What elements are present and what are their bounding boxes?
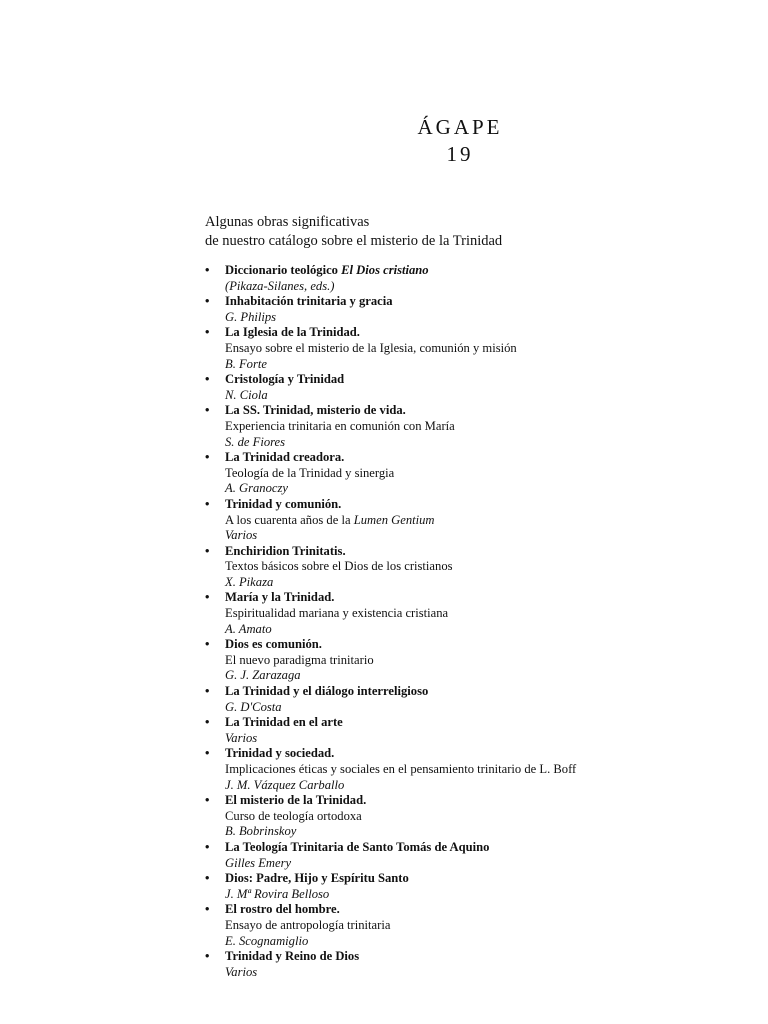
book-entry	[205, 793, 745, 840]
book-title: Dios: Padre, Hijo y Espíritu Santo	[225, 871, 409, 886]
book-title: El rostro del hombre.	[225, 902, 340, 917]
book-title: El misterio de la Trinidad.	[225, 793, 367, 808]
book-author: N. Ciola	[225, 387, 268, 402]
book-entry	[205, 294, 745, 325]
book-title: Enchiridion Trinitatis.	[225, 543, 346, 558]
bullet-icon: •	[205, 746, 210, 761]
book-author: J. Mª Rovira Belloso	[225, 886, 330, 901]
book-title: La SS. Trinidad, misterio de vida.	[225, 403, 406, 418]
book-subtitle: A los cuarenta años de la Lumen Gentium	[225, 512, 435, 527]
book-subtitle: Ensayo sobre el misterio de la Iglesia, comunión y misión	[225, 340, 517, 355]
book-author: B. Forte	[225, 356, 267, 371]
book-entry	[205, 325, 745, 372]
book-entry	[205, 403, 745, 450]
book-subtitle: Implicaciones éticas y sociales en el pensamiento trinitario de L. Boff	[225, 762, 577, 776]
book-title: La Trinidad y el diálogo interreligioso	[225, 684, 429, 699]
catalog-intro	[205, 213, 725, 251]
intro-line-1: Algunas obras significativas	[205, 214, 370, 230]
series-number: 19	[446, 142, 474, 166]
bullet-icon: •	[205, 949, 210, 964]
book-subtitle: Ensayo de antropología trinitaria	[225, 917, 391, 932]
bullet-icon: •	[205, 496, 210, 511]
book-title: María y la Trinidad.	[225, 590, 335, 605]
book-list	[205, 263, 745, 980]
intro-line-2: de nuestro catálogo sobre el misterio de la Trinidad	[205, 233, 503, 249]
book-entry	[205, 949, 745, 980]
book-title: La Teología Trinitaria de Santo Tomás de Aquino	[225, 839, 490, 854]
book-entry	[205, 590, 745, 637]
book-title: La Iglesia de la Trinidad.	[225, 325, 360, 340]
bullet-icon: •	[205, 839, 210, 854]
book-author: G. J. Zarazaga	[225, 668, 301, 683]
book-author: J. M. Vázquez Carballo	[225, 777, 345, 792]
book-entry	[205, 746, 745, 793]
book-entry	[205, 902, 745, 949]
bullet-icon: •	[205, 543, 210, 558]
book-title: Inhabitación trinitaria y gracia	[225, 294, 393, 309]
bullet-icon: •	[205, 325, 210, 340]
book-author: B. Bobrinskoy	[225, 824, 297, 839]
book-title: Cristología y Trinidad	[225, 372, 345, 387]
book-author: (Pikaza-Silanes, eds.)	[225, 278, 335, 293]
book-author: A. Amato	[225, 621, 272, 636]
bullet-icon: •	[205, 294, 210, 309]
book-title: Diccionario teológico El Dios cristiano	[225, 263, 429, 277]
book-author: G. D'Costa	[225, 699, 282, 714]
series-header	[385, 114, 535, 168]
book-entry	[205, 840, 745, 871]
book-subtitle: Espiritualidad mariana y existencia cristiana	[225, 606, 449, 621]
book-entry	[205, 497, 745, 544]
book-title: Dios es comunión.	[225, 637, 322, 652]
book-entry	[205, 372, 745, 403]
book-subtitle: Experiencia trinitaria en comunión con María	[225, 418, 455, 433]
book-entry	[205, 263, 745, 294]
book-author: A. Granoczy	[225, 481, 288, 496]
book-author: Varios	[225, 730, 258, 745]
book-title-emphasis: El Dios cristiano	[341, 263, 429, 277]
bullet-icon: •	[205, 902, 210, 917]
book-author: G. Philips	[225, 309, 277, 324]
series-name: ÁGAPE	[417, 115, 503, 139]
book-entry	[205, 544, 745, 591]
book-author: S. de Fiores	[225, 434, 286, 449]
book-author: E. Scognamiglio	[225, 933, 309, 948]
book-title: Trinidad y Reino de Dios	[225, 949, 360, 964]
book-title: Trinidad y comunión.	[225, 496, 342, 511]
bullet-icon: •	[205, 372, 210, 387]
book-entry	[205, 871, 745, 902]
book-title: La Trinidad en el arte	[225, 715, 343, 730]
book-entry	[205, 450, 745, 497]
book-author: Varios	[225, 528, 258, 543]
book-author: Varios	[225, 964, 258, 979]
bullet-icon: •	[205, 715, 210, 730]
book-author: Gilles Emery	[225, 855, 292, 870]
book-title: Trinidad y sociedad.	[225, 746, 335, 761]
bullet-icon: •	[205, 450, 210, 465]
bullet-icon: •	[205, 263, 210, 277]
book-subtitle: Textos básicos sobre el Dios de los cristianos	[225, 559, 453, 574]
book-entry	[205, 684, 745, 715]
book-entry	[205, 637, 745, 684]
bullet-icon: •	[205, 403, 210, 418]
book-author: X. Pikaza	[225, 574, 274, 589]
bullet-icon: •	[205, 793, 210, 808]
bullet-icon: •	[205, 590, 210, 605]
book-subtitle: Curso de teología ortodoxa	[225, 808, 362, 823]
book-subtitle: El nuevo paradigma trinitario	[225, 652, 374, 667]
book-title: La Trinidad creadora.	[225, 450, 345, 465]
book-entry	[205, 715, 745, 746]
bullet-icon: •	[205, 871, 210, 886]
book-subtitle: Teología de la Trinidad y sinergia	[225, 465, 395, 480]
bullet-icon: •	[205, 684, 210, 699]
bullet-icon: •	[205, 637, 210, 652]
book-subtitle-emphasis: Lumen Gentium	[353, 512, 435, 527]
